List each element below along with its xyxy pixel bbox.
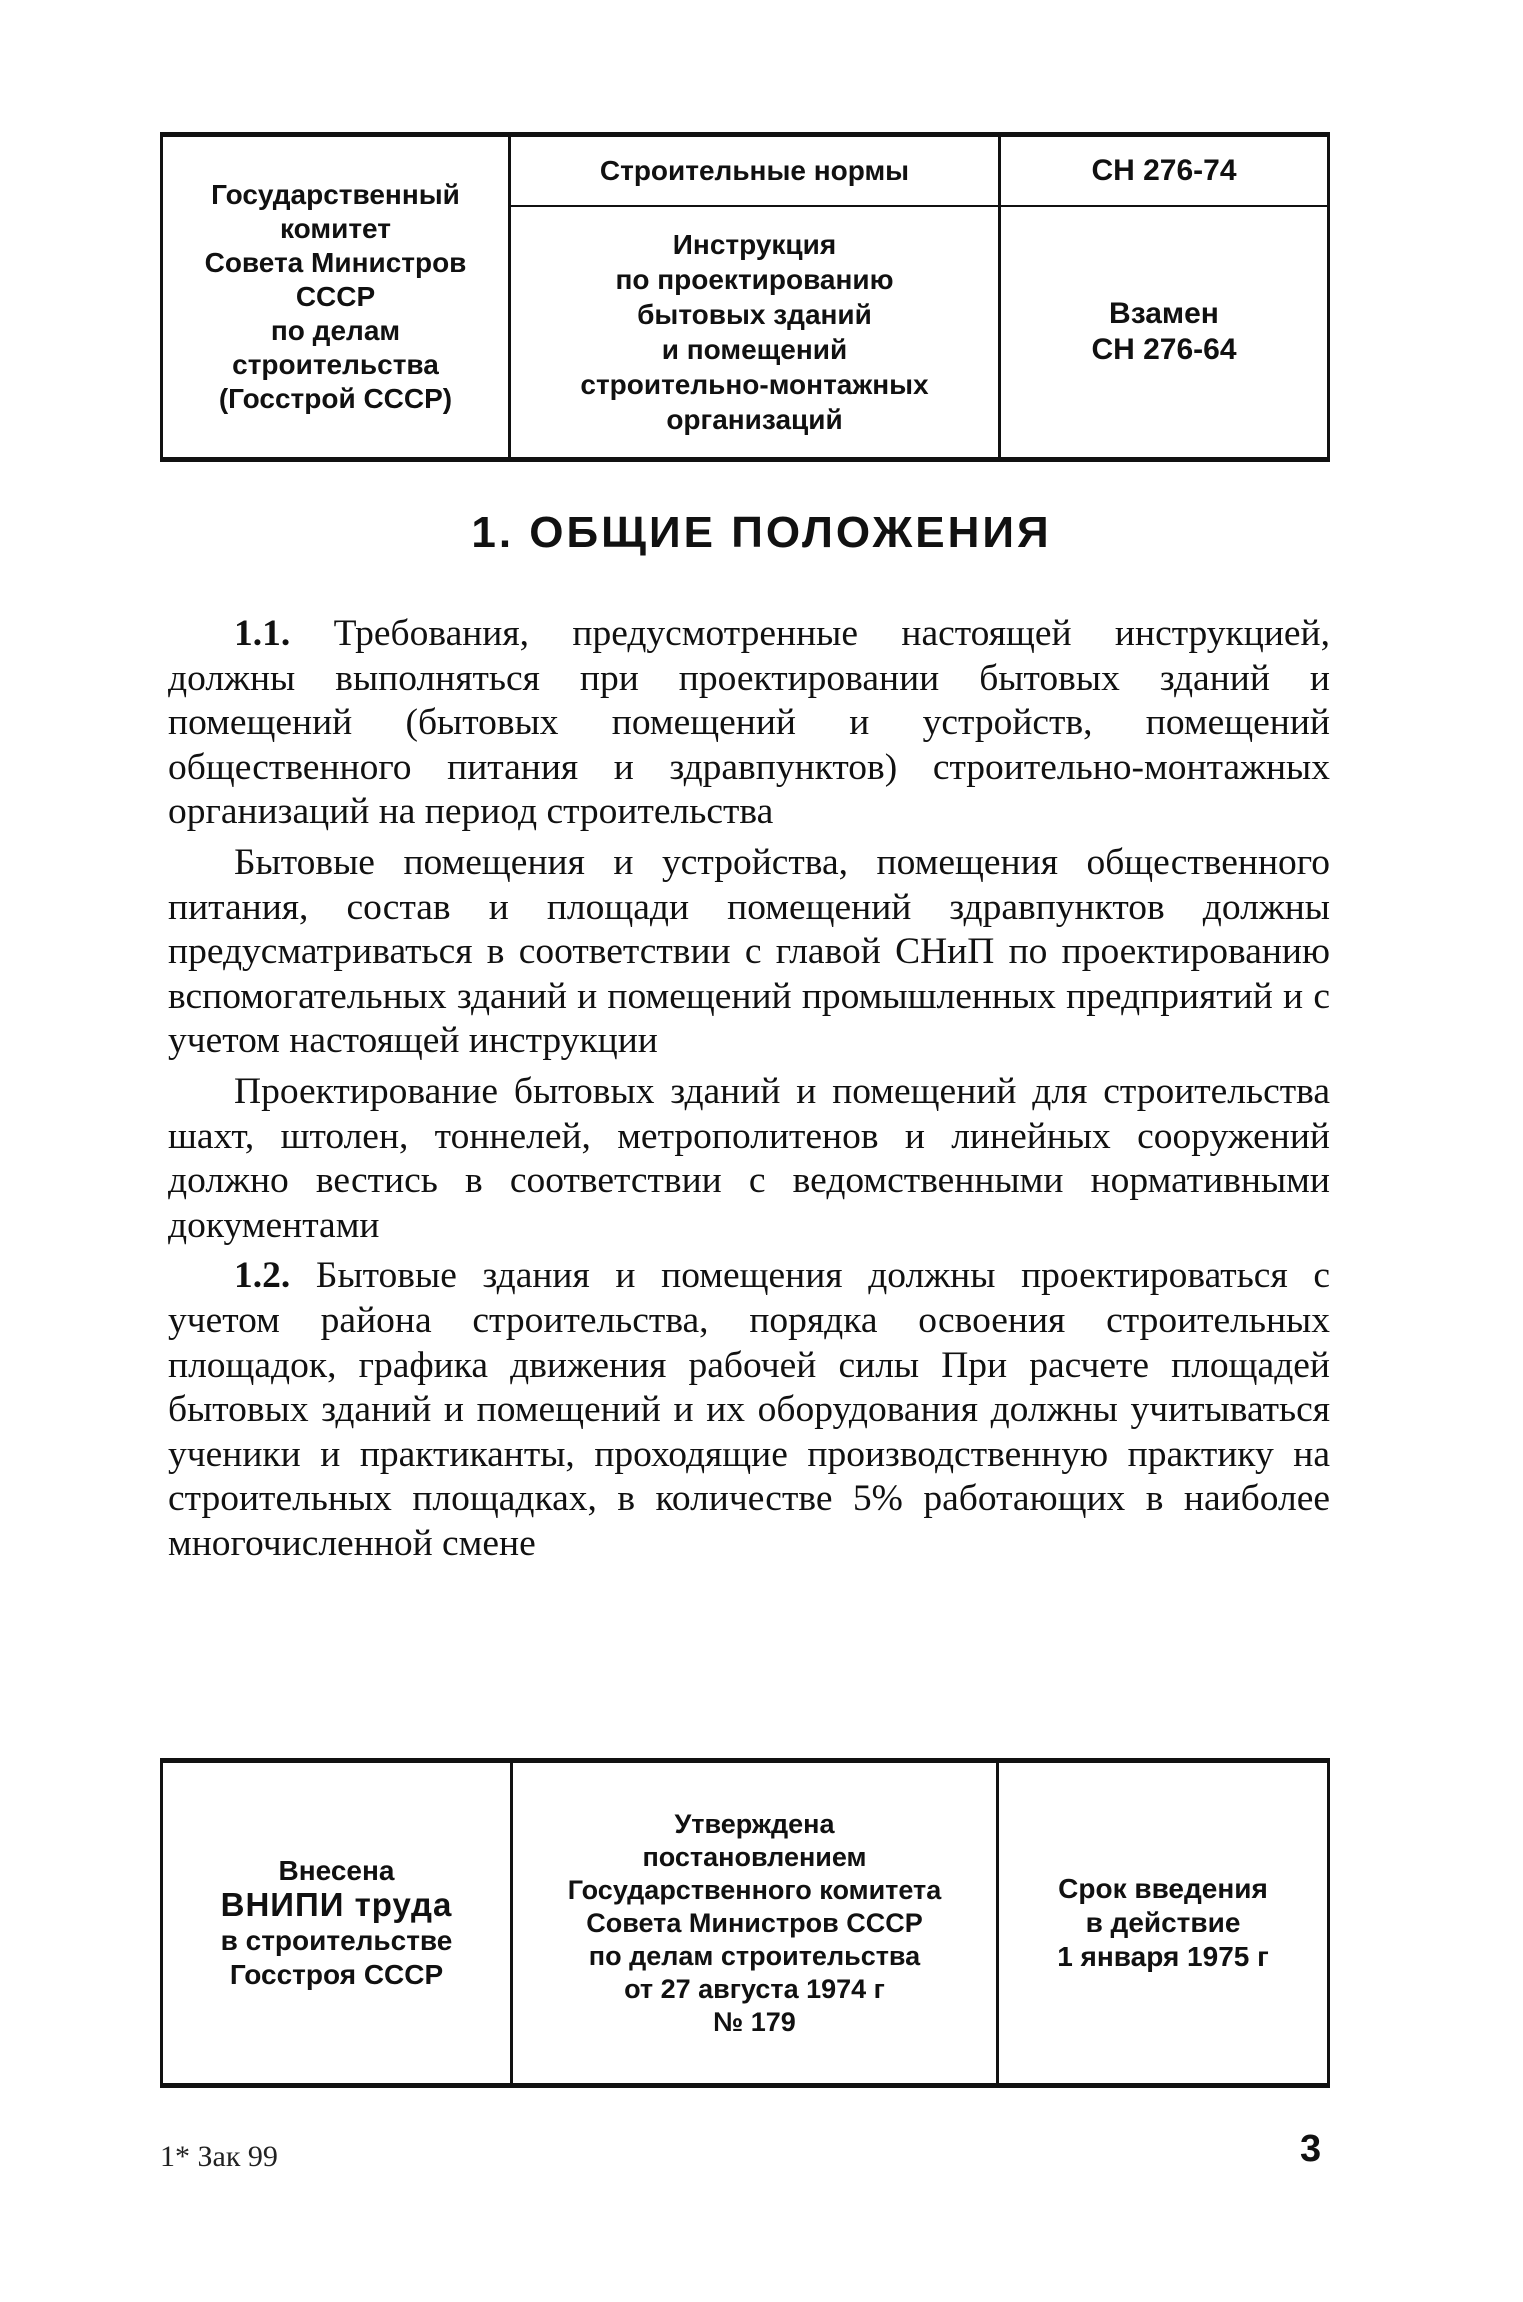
paragraph [168, 841, 1330, 1064]
title-line: Инструкция [672, 229, 837, 260]
approved-line: Государственного комитета [567, 1874, 942, 1905]
paragraph-number: 1.1. [234, 613, 291, 654]
authority-line: СССР [295, 281, 376, 312]
paragraph [168, 612, 1330, 835]
title-column [511, 137, 1001, 457]
header-table [160, 132, 1330, 462]
authority-line: Совета Министров [204, 247, 467, 278]
approved-line: постановлением [642, 1841, 867, 1872]
page-number: 3 [1300, 2128, 1322, 2170]
replaces-cell [1001, 207, 1327, 457]
introduced-by: ВНИПИ труда [220, 1886, 453, 1923]
approved-cell [513, 1763, 999, 2083]
paragraph [168, 1070, 1330, 1248]
authority-line: комитет [280, 213, 391, 244]
authority-line: строительства [232, 349, 439, 380]
effective-line: Срок введения [1058, 1873, 1268, 1904]
introduced-line: в строительстве [220, 1925, 453, 1956]
body-text [168, 612, 1330, 1572]
order-number: 1* Зак 99 [160, 2140, 278, 2173]
paragraph-number: 1.2. [234, 1255, 291, 1297]
replaces-code: СН 276-64 [1091, 333, 1237, 366]
document-code: СН 276-74 [1001, 137, 1327, 207]
document-title [511, 207, 998, 457]
effective-cell [999, 1763, 1327, 2083]
authority-line: Государственный [211, 179, 460, 210]
section-title: 1. ОБЩИЕ ПОЛОЖЕНИЯ [471, 508, 1052, 557]
approved-line: от 27 августа 1974 г [624, 1973, 885, 2004]
title-line: бытовых зданий [637, 299, 872, 330]
introduced-line: Госстроя СССР [229, 1959, 444, 1990]
authority-line: (Госстрой СССР) [218, 383, 453, 414]
approved-line: № 179 [713, 2006, 796, 2037]
paragraph-text: Бытовые помещения и устройства, помещения общественного питания, состав и площади помещений здравпунктов должны предусматриваться в соответствии с главой СНиП по проектированию вспомогательных зданий и помещений промышленных предприятий и с учетом настоящей инструкции [168, 841, 1330, 1062]
paragraph-text: Проектирование бытовых зданий и помещений для строительства шахт, штолен, тоннелей, метрополитенов и линейных сооружений должно вестись в соответствии с ведомственными нормативными документами [168, 1070, 1330, 1246]
introduced-cell [163, 1763, 513, 2083]
title-line: по проектированию [615, 264, 894, 295]
introduced-label: Внесена [278, 1855, 395, 1886]
approved-line: по делам строительства [588, 1940, 921, 1971]
approval-table [160, 1758, 1330, 2088]
approved-line: Утверждена [674, 1808, 835, 1839]
approved-line: Совета Министров СССР [586, 1907, 923, 1938]
authority-cell [163, 137, 511, 457]
paragraph-text: Требования, предусмотренные настоящей инструкцией, должны выполняться при проектировании бытовых зданий и помещений (бытовых помещений и устройств, помещений общественного питания и здравпунктов) строительно-монтажных организаций на период строительства [168, 613, 1331, 833]
title-line: организаций [666, 404, 843, 435]
category-label: Строительные нормы [511, 137, 998, 207]
code-column [1001, 137, 1327, 457]
replaces-label: Взамен [1109, 297, 1219, 330]
effective-line: 1 января 1975 г [1057, 1941, 1269, 1972]
title-line: строительно-монтажных [580, 369, 929, 400]
paragraph [168, 1254, 1330, 1566]
title-line: и помещений [661, 334, 848, 365]
effective-line: в действие [1085, 1907, 1241, 1938]
authority-line: по делам [270, 315, 401, 346]
paragraph-text: Бытовые здания и помещения должны проектироваться с учетом района строительства, порядка освоения строительных площадок, графика движения рабочей силы При расчете площадей бытовых зданий и помещений и их оборудования должны учитываться ученики и практиканты, проходящие производственную практику на строительных площадках, в количестве 5% работающих в наиболее многочисленной смене [168, 1255, 1331, 1564]
